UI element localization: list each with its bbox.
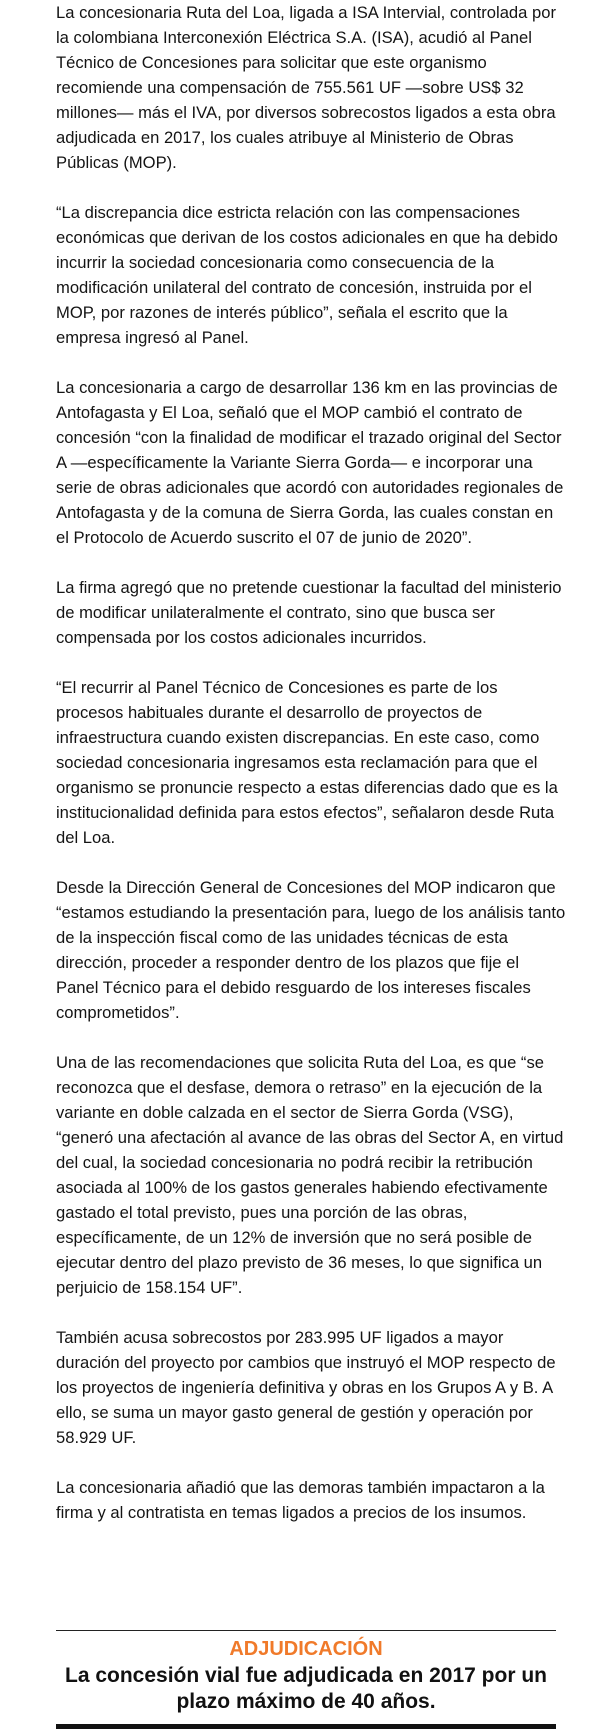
paragraph-3: La concesionaria a cargo de desarrollar 136 km en las provincias de Antofagasta y El Loa, señaló que el MOP cambió el contrato de concesión “con la finalidad de modificar el trazado original del Sector A —específicamente la Variante Sierra Gorda— e incorporar una serie de obras adicionales que acordó con autoridades regionales de Antofagasta y de la comuna de Sierra Gorda, las cuales constan en el Protocolo de Acuerdo suscrito el 07 de junio de 2020”. [56,378,564,547]
callout-box [56,1630,556,1729]
paragraph-6: Desde la Dirección General de Concesiones del MOP indicaron que “estamos estudiando la presentación para, luego de los análisis tanto de la inspección fiscal como de las unidades técnicas de esta dirección, proceder a responder dentro de los plazos que fije el Panel Técnico para el debido resguardo de los intereses fiscales comprometidos”. [56,878,566,1022]
paragraph-9: La concesionaria añadió que las demoras también impactaron a la firma y al contratista en temas ligados a precios de los insumos. [56,1478,545,1522]
callout-kicker: ADJUDICACIÓN [229,1638,383,1660]
paragraph-1: La concesionaria Ruta del Loa, ligada a ISA Intervial, controlada por la colombiana Interconexión Eléctrica S.A. (ISA), acudió al Panel Técnico de Concesiones para solicitar que este organismo recomiende una compensación de 755.561 UF —sobre US$ 32 millones— más el IVA, por diversos sobrecostos ligados a esta obra adjudicada en 2017, los cuales atribuye al Ministerio de Obras Públicas (MOP). [56,3,556,172]
callout-bottom-divider [56,1724,556,1729]
paragraph-8: También acusa sobrecostos por 283.995 UF ligados a mayor duración del proyecto por cambios que instruyó el MOP respecto de los proyectos de ingeniería definitiva y obras en los Grupos A y B. A ello, se suma un mayor gasto general de gestión y operación por 58.929 UF. [56,1328,556,1447]
callout-text: La concesión vial fue adjudicada en 2017 por un plazo máximo de 40 años. [65,1664,547,1713]
callout-top-divider [56,1630,556,1631]
paragraph-4: La firma agregó que no pretende cuestionar la facultad del ministerio de modificar unilateralmente el contrato, sino que busca ser compensada por los costos adicionales incurridos. [56,578,562,647]
paragraph-2: “La discrepancia dice estricta relación con las compensaciones económicas que derivan de los costos adicionales en que ha debido incurrir la sociedad concesionaria como consecuencia de la modificación unilateral del contrato de concesión, instruida por el MOP, por razones de interés público”, señala el escrito que la empresa ingresó al Panel. [56,203,558,347]
paragraph-5: “El recurrir al Panel Técnico de Concesiones es parte de los procesos habituales durante el desarrollo de proyectos de infraestructura cuando existen discrepancias. En este caso, como sociedad concesionaria ingresamos esta reclamación para que el organismo se pronuncie respecto a estas diferencias dado que es la institucionalidad definida para estos efectos”, señalaron desde Ruta del Loa. [56,678,558,847]
paragraph-7: Una de las recomendaciones que solicita Ruta del Loa, es que “se reconozca que el desfase, demora o retraso” en la ejecución de la variante en doble calzada en el sector de Sierra Gorda (VSG), “generó una afectación al avance de las obras del Sector A, en virtud del cual, la sociedad concesionaria no podrá recibir la retribución asociada al 100% de los gastos generales habiendo efectivamente gastado el total previsto, pues una porción de las obras, específicamente, de un 12% de inversión que no será posible de ejecutar dentro del plazo previsto de 36 meses, lo que significa un perjuicio de 158.154 UF”. [56,1053,564,1297]
article-body [56,0,566,1550]
